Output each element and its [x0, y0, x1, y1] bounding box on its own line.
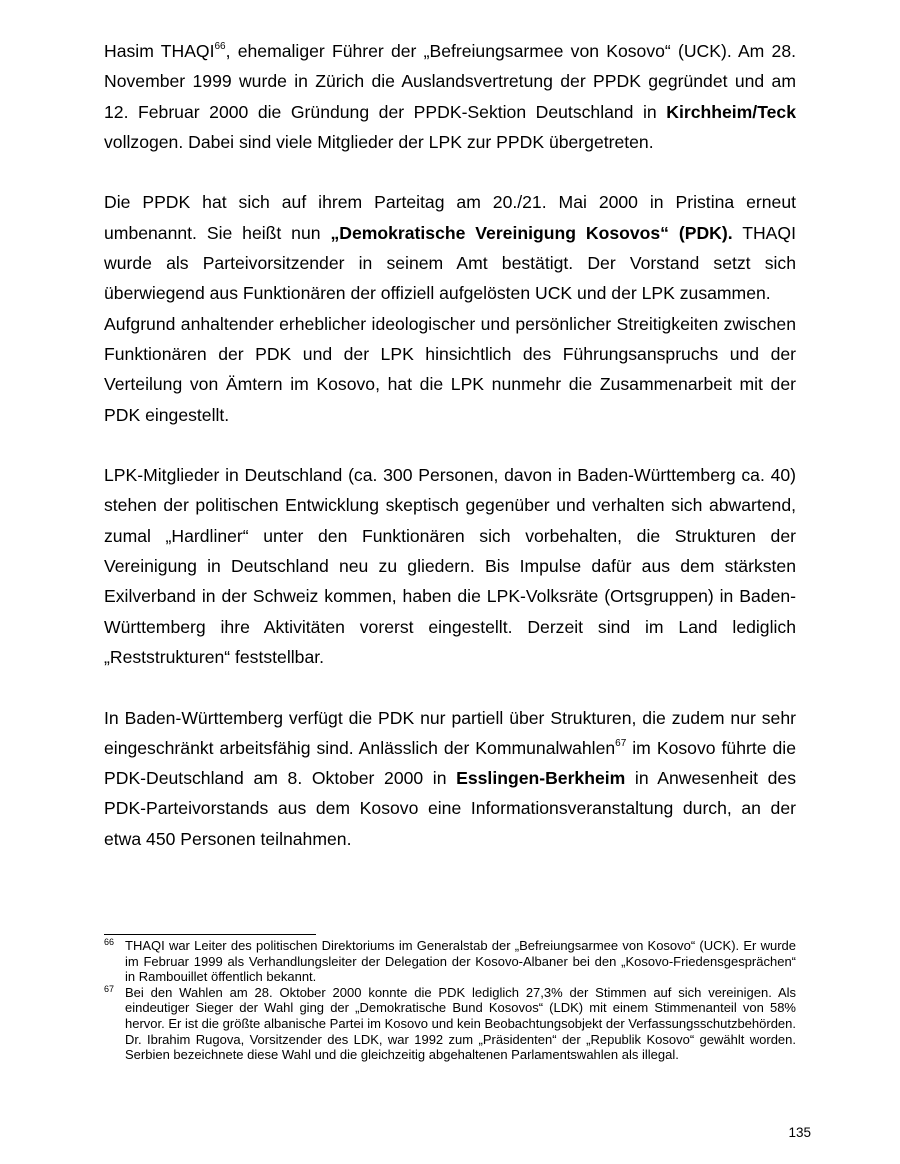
- paragraph-lpk-disputes: Aufgrund anhaltender erheblicher ideologischer und persönlicher Streitigkeiten zwischen Funktionären der PDK und der LPK hinsichtlich des Führungsanspruchs und der Verteilung von Ämtern im Kosovo, hat die LPK nunmehr die Zusammenarbeit mit der PDK eingestellt.: [104, 313, 796, 425]
- footnotes: [104, 938, 796, 1063]
- bold-place-name: Esslingen-Berkheim: [456, 768, 626, 789]
- footnote-number: 66: [104, 937, 115, 947]
- footnote-reference-67[interactable]: 67: [615, 737, 627, 749]
- footnote-text: THAQI war Leiter des politischen Direktoriums im Generalstab der „Befreiungsarmee von Kosovo“ (UCK). Er wurde im Februar 1999 als Verhandlungsleiter der Delegation der Kosovo-Albaner bei den „Kosovo-Friedensgesprächen“ in Rambouillet öffentlich bekannt.: [125, 938, 796, 985]
- footnote-separator: [104, 934, 316, 935]
- text-run: , ehemaliger Führer der „Befreiungsarmee von Kosovo“ (UCK). Am 28. November 1999 wurde in Zürich die Auslandsvertretung der PPDK gegründet und am 12. Februar 2000 die Gründung der PPDK-Sektion Deutschland in: [104, 41, 796, 122]
- paragraph-pdk-baden-wuerttemberg: [104, 703, 796, 854]
- text-run: Hasim THAQI: [104, 41, 215, 61]
- text-run: vollzogen. Dabei sind viele Mitglieder der LPK zur PPDK übergetreten.: [104, 131, 654, 152]
- text-run: in Anwesenheit des PDK-Parteivorstands aus dem Kosovo eine Informationsveranstaltung durch, an der etwa 450 Personen teilnahmen.: [104, 768, 796, 849]
- paragraph-thaqi-ppdk: [104, 36, 796, 157]
- text-run: im Kosovo führte die PDK-Deutschland am 8. Oktober 2000 in: [104, 737, 796, 789]
- footnote-text: Bei den Wahlen am 28. Oktober 2000 konnte die PDK lediglich 27,3% der Stimmen auf sich vereinigen. Als eindeutiger Sieger der Wahl ging der „Demokratische Bund Kosovos“ (LDK) mit einem Stimmenanteil von 58% hervor. Er ist die größte albanische Partei im Kosovo und kein Beobachtungsobjekt der Verfassungsschutzbehörden. Dr. Ibrahim Rugova, Vorsitzender des LDK, war 1992 zum „Präsidenten“ der „Republik Kosovo“ gewählt worden. Serbien bezeichnete diese Wahl und die gleichzeitig abgehaltenen Parlamentswahlen als illegal.: [125, 984, 796, 1063]
- footnote-66: [104, 938, 796, 985]
- text-run: Die PPDK hat sich auf ihrem Parteitag am 20./21. Mai 2000 in Pristina erneut umbenannt. Sie heißt nun: [104, 192, 796, 243]
- paragraph-pdk-renaming: [104, 187, 796, 308]
- bold-party-name: „Demokratische Vereinigung Kosovos“ (PDK).: [330, 222, 733, 243]
- footnote-67: [104, 985, 796, 1063]
- bold-place-name: Kirchheim/Teck: [666, 101, 796, 122]
- body-text: [104, 36, 796, 854]
- footnote-reference-66[interactable]: 66: [214, 41, 226, 52]
- text-run: In Baden-Württemberg verfügt die PDK nur partiell über Strukturen, die zudem nur sehr eingeschränkt arbeitsfähig sind. Anlässlich der Kommunalwahlen: [104, 707, 796, 758]
- text-run: THAQI wurde als Parteivorsitzender in seinem Amt bestätigt. Der Vorstand setzt sich überwiegend aus Funktionären der offiziell aufgelösten UCK und der LPK zusammen.: [104, 222, 796, 304]
- paragraph-lpk-members: LPK-Mitglieder in Deutschland (ca. 300 Personen, davon in Baden-Württemberg ca. 40) stehen der politischen Entwicklung skeptisch gegenüber und verhalten sich abwartend, zumal „Hardliner“ unter den Funktionären sich vorbehalten, die Strukturen der Vereinigung in Deutschland neu zu gliedern. Bis Impulse dafür aus dem stärksten Exilverband in der Schweiz kommen, haben die LPK-Volksräte (Ortsgruppen) in Baden-Württemberg ihre Aktivitäten vorerst eingestellt. Derzeit sind im Land lediglich „Reststrukturen“ feststellbar.: [104, 465, 796, 667]
- footnote-number: 67: [104, 983, 115, 994]
- page-number: 135: [788, 1125, 811, 1140]
